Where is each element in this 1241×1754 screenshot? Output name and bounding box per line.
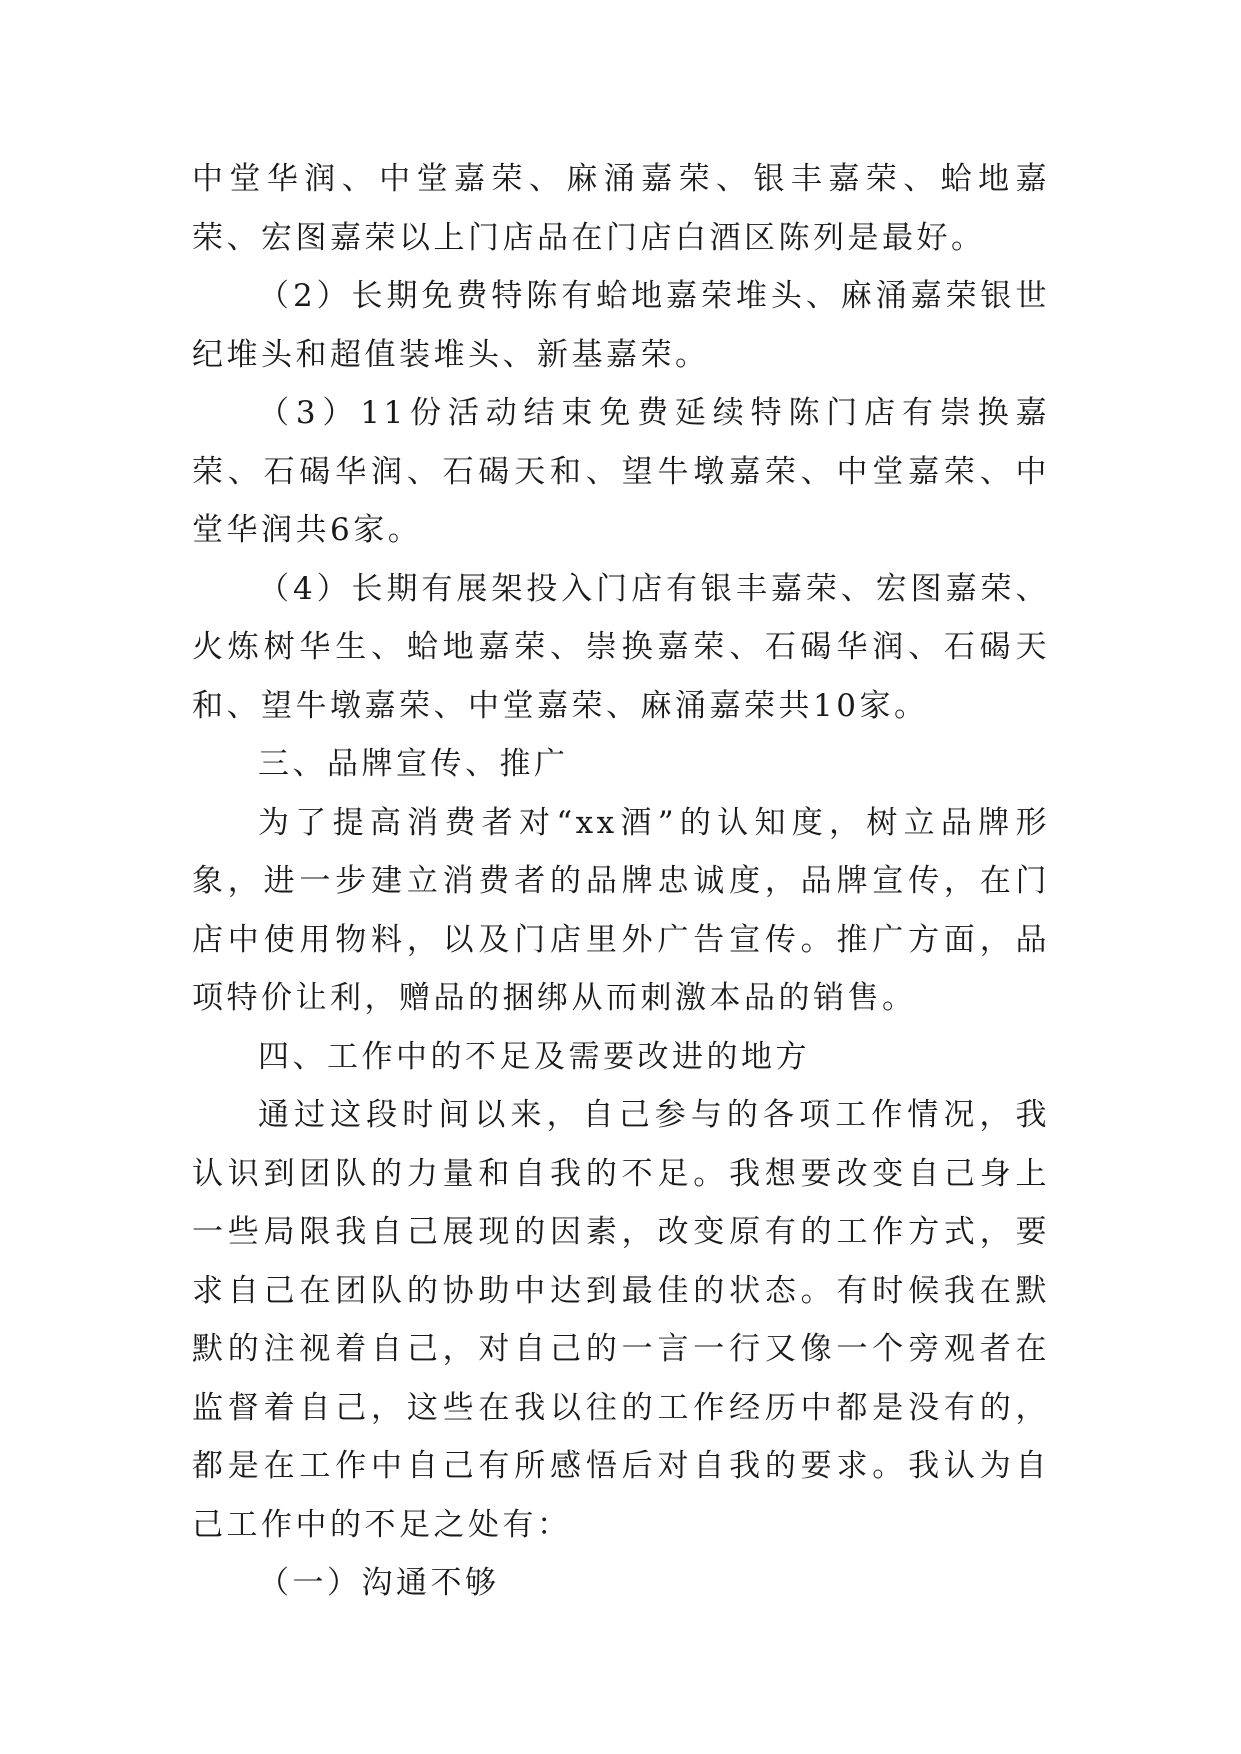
paragraph-shortcomings: 通过这段时间以来，自己参与的各项工作情况，我认识到团队的力量和自我的不足。我想要改变自己身上一些局限我自己展现的因素，改变原有的工作方式，要求自己在团队的协助中达到最佳的状态。有时候我在默默的注视着自己，对自己的一言一行又像一个旁观者在监督着自己，这些在我以往的工作经历中都是没有的，都是在工作中自己有所感悟后对自我的要求。我认为自己工作中的不足之处有：	[192, 1097, 1050, 1543]
section-heading-shortcomings: 四、工作中的不足及需要改进的地方	[258, 1038, 810, 1075]
section-heading-brand: 三、品牌宣传、推广	[258, 746, 569, 782]
paragraph-brand-promotion: 为了提高消费者对“xx酒”的认知度，树立品牌形象，进一步建立消费者的品牌忠诚度，品牌宣传，在门店中使用物料，以及门店里外广告宣传。推广方面，品项特价让利，赠品的捆绑从而刺激本品的销售。	[192, 804, 1050, 1016]
paragraph-store-list: 中堂华润、中堂嘉荣、麻涌嘉荣、银丰嘉荣、蛤地嘉荣、宏图嘉荣以上门店品在门店白酒区陈列是最好。	[192, 161, 1050, 256]
paragraph-item-2: （2）长期免费特陈有蛤地嘉荣堆头、麻涌嘉荣银世纪堆头和超值装堆头、新基嘉荣。	[192, 278, 1050, 373]
subheading-communication: （一）沟通不够	[258, 1565, 500, 1601]
paragraph-item-4: （4）长期有展架投入门店有银丰嘉荣、宏图嘉荣、火炼树华生、蛤地嘉荣、崇换嘉荣、石碣华润、石碣天和、望牛墩嘉荣、中堂嘉荣、麻涌嘉荣共10家。	[192, 570, 1050, 724]
paragraph-item-3: （3）11份活动结束免费延续特陈门店有崇换嘉荣、石碣华润、石碣天和、望牛墩嘉荣、中堂嘉荣、中堂华润共6家。	[192, 395, 1050, 548]
document-body	[192, 150, 1050, 1613]
